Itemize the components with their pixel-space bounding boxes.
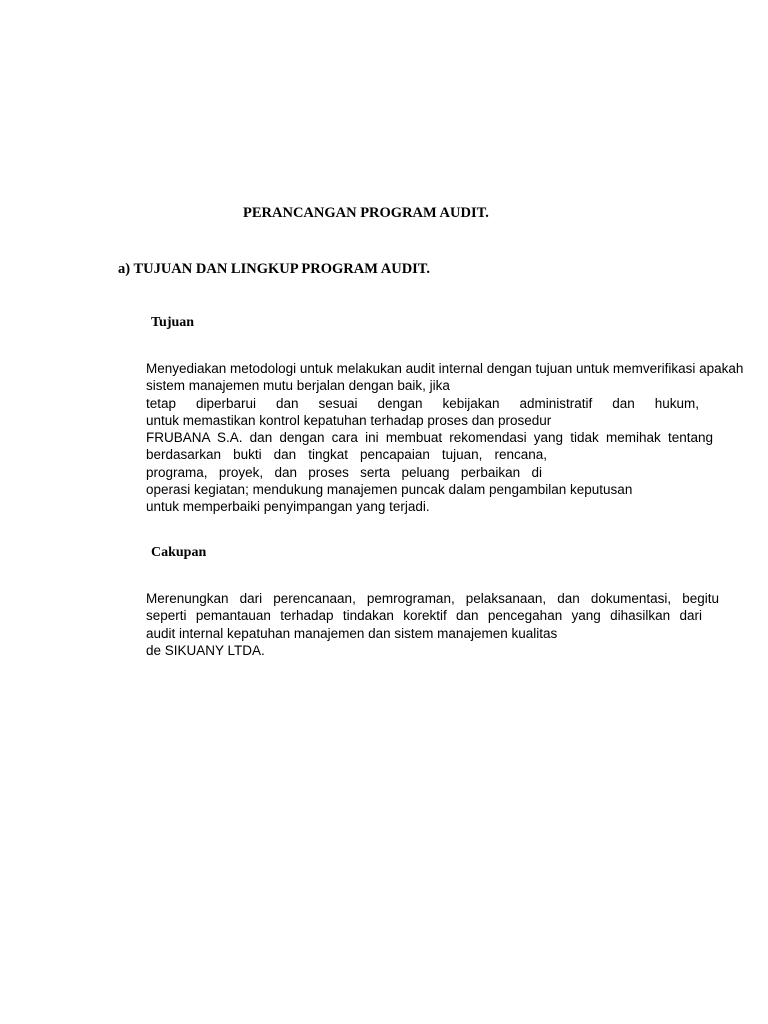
tujuan-line-6: berdasarkan bukti dan tingkat pencapaian tujuan, rencana, bbox=[146, 447, 547, 463]
tujuan-heading: Tujuan bbox=[151, 315, 195, 330]
tujuan-line-1: Menyediakan metodologi untuk melakukan audit internal dengan tujuan untuk memverifikasi apakah bbox=[146, 361, 744, 376]
cakupan-line-3: audit internal kepatuhan manajemen dan sistem manajemen kualitas bbox=[146, 625, 558, 641]
tujuan-line-5: FRUBANA S.A. dan dengan cara ini membuat rekomendasi yang tidak memihak tentang bbox=[146, 430, 713, 446]
tujuan-line-8: operasi kegiatan; mendukung manajemen puncak dalam pengambilan keputusan bbox=[146, 482, 633, 498]
document-title: PERANCANGAN PROGRAM AUDIT. bbox=[243, 205, 489, 221]
cakupan-line-4: de SIKUANY LTDA. bbox=[146, 642, 265, 658]
cakupan-heading: Cakupan bbox=[151, 545, 207, 560]
tujuan-line-9: untuk memperbaiki penyimpangan yang terjadi. bbox=[146, 499, 430, 515]
cakupan-line-1: Merenungkan dari perencanaan, pemrograman, pelaksanaan, dan dokumentasi, begitu bbox=[146, 591, 719, 606]
tujuan-paragraph bbox=[146, 360, 750, 516]
cakupan-paragraph bbox=[146, 590, 719, 659]
tujuan-line-2: sistem manajemen mutu berjalan dengan baik, jika bbox=[146, 378, 450, 394]
tujuan-line-7: programa, proyek, dan proses serta peluang perbaikan di bbox=[146, 464, 542, 480]
section-heading: a) TUJUAN DAN LINGKUP PROGRAM AUDIT. bbox=[118, 261, 431, 277]
cakupan-line-2: seperti pemantauan terhadap tindakan korektif dan pencegahan yang dihasilkan dari bbox=[146, 608, 702, 624]
tujuan-line-3: tetap diperbarui dan sesuai dengan kebijakan administratif dan hukum, bbox=[146, 395, 699, 411]
tujuan-line-4: untuk memastikan kontrol kepatuhan terhadap proses dan prosedur bbox=[146, 412, 552, 428]
